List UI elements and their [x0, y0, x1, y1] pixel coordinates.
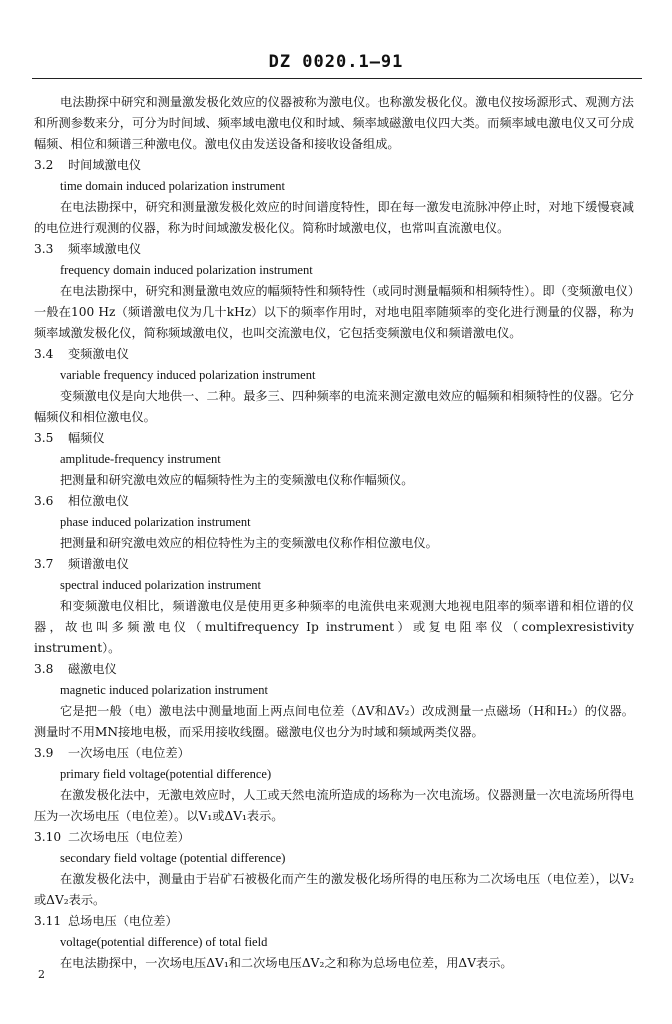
term-section	[34, 239, 634, 344]
term-section	[34, 911, 634, 974]
definition-text: 把测量和研究激电效应的幅频特性为主的变频激电仪称作幅频仪。	[60, 473, 414, 487]
section-title: 幅频仪	[68, 431, 105, 445]
term-section	[34, 155, 634, 239]
english-term: amplitude-frequency instrument	[60, 452, 221, 466]
term-section	[34, 554, 634, 659]
section-heading	[34, 911, 634, 932]
section-heading	[34, 239, 634, 260]
section-number: 3.11	[34, 914, 62, 928]
section-heading	[34, 491, 634, 512]
definition-text: 它是把一般（电）激电法中测量地面上两点间电位差（ΔV和ΔV₂）改成测量一点磁场（H和H₂）的仪器。测量时不用MN接地电极，而采用接收线圈。磁激电仪也分为时域和频域两类仪器。	[34, 704, 634, 739]
english-term: time domain induced polarization instrument	[60, 179, 285, 193]
section-heading	[34, 155, 634, 176]
section-number: 3.2	[34, 158, 54, 172]
section-number: 3.3	[34, 242, 54, 256]
section-title: 磁激电仪	[68, 662, 117, 676]
section-number: 3.10	[34, 830, 62, 844]
section-number: 3.9	[34, 746, 54, 760]
definition-text: 在电法勘探中，一次场电压ΔV₁和二次场电压ΔV₂之和称为总场电位差，用ΔV表示。	[60, 956, 513, 970]
section-title: 一次场电压（电位差）	[68, 746, 190, 760]
section-number: 3.5	[34, 431, 54, 445]
definition-text: 在电法勘探中，研究和测量激电效应的幅频特性和频特性（或同时测量幅频和相频特性）。即（变频激电仪）一般在100 Hz（频谱激电仪为几十kHz）以下的频率作用时，对地电阻率随频率的变化进行测量的仪器，称为频率域激发极化仪，简称频域激电仪，也叫交流激电仪，它包括变频激电仪和频谱激电仪。	[34, 284, 634, 340]
section-heading	[34, 827, 634, 848]
document-body	[34, 92, 634, 974]
definition-text: 变频激电仪是向大地供一、二种。最多三、四种频率的电流来测定激电效应的幅频和相频特性的仪器。它分幅频仪和相位激电仪。	[34, 389, 634, 424]
english-term: secondary field voltage (potential difference)	[60, 851, 286, 865]
section-title: 变频激电仪	[68, 347, 129, 361]
english-term: magnetic induced polarization instrument	[60, 683, 268, 697]
definition-text: 在电法勘探中，研究和测量激发极化效应的时间谱度特性，即在每一激发电流脉冲停止时，对地下缓慢衰减的电位进行观测的仪器，称为时间域激发极化仪。简称时域激电仪，也常叫直流激电仪。	[34, 200, 634, 235]
term-section	[34, 491, 634, 554]
definition-text: 在激发极化法中，测量由于岩矿石被极化而产生的激发极化场所得的电压称为二次场电压（电位差），以V₂或ΔV₂表示。	[34, 872, 634, 907]
english-term: spectral induced polarization instrument	[60, 578, 261, 592]
section-number: 3.8	[34, 662, 54, 676]
term-section	[34, 428, 634, 491]
sections-list	[34, 155, 634, 974]
header-rule	[32, 78, 642, 79]
page-number: 2	[38, 968, 45, 981]
english-term: voltage(potential difference) of total field	[60, 935, 268, 949]
section-heading	[34, 743, 634, 764]
definition-text: 把测量和研究激电效应的相位特性为主的变频激电仪称作相位激电仪。	[60, 536, 438, 550]
section-title: 时间域激电仪	[68, 158, 142, 172]
definition-text: 和变频激电仪相比，频谱激电仪是使用更多种频率的电流供电来观测大地视电阻率的频率谱和相位谱的仪器，故也叫多频激电仪（multifrequency Ip instrument）或复电阻率仪（complexresistivity instrument）。	[34, 599, 634, 655]
english-term: phase induced polarization instrument	[60, 515, 251, 529]
section-heading	[34, 344, 634, 365]
section-title: 相位激电仪	[68, 494, 129, 508]
section-title: 频谱激电仪	[68, 557, 129, 571]
section-title: 二次场电压（电位差）	[68, 830, 190, 844]
definition-text: 在激发极化法中，无激电效应时，人工或天然电流所造成的场称为一次电流场。仪器测量一次电流场所得电压为一次场电压（电位差）。以V₁或ΔV₁表示。	[34, 788, 634, 823]
english-term: frequency domain induced polarization instrument	[60, 263, 313, 277]
section-title: 频率域激电仪	[68, 242, 142, 256]
section-number: 3.7	[34, 557, 54, 571]
section-number: 3.6	[34, 494, 54, 508]
term-section	[34, 659, 634, 743]
section-number: 3.4	[34, 347, 54, 361]
term-section	[34, 344, 634, 428]
intro-paragraph: 电法勘探中研究和测量激发极化效应的仪器被称为激电仪。也称激发极化仪。激电仪按场源形式、观测方法和所测参数来分，可分为时间域、频率域电激电仪和时域、频率域磁激电仪四大类。而频率域电激电仪又可分成幅频、相位和频谱三种激电仪。激电仪由发送设备和接收设备组成。	[34, 95, 634, 151]
term-section	[34, 827, 634, 911]
english-term: variable frequency induced polarization instrument	[60, 368, 316, 382]
section-heading	[34, 554, 634, 575]
section-heading	[34, 428, 634, 449]
standard-code-header: DZ 0020.1—91	[268, 52, 404, 72]
english-term: primary field voltage(potential difference)	[60, 767, 272, 781]
term-section	[34, 743, 634, 827]
section-title: 总场电压（电位差）	[68, 914, 178, 928]
section-heading	[34, 659, 634, 680]
